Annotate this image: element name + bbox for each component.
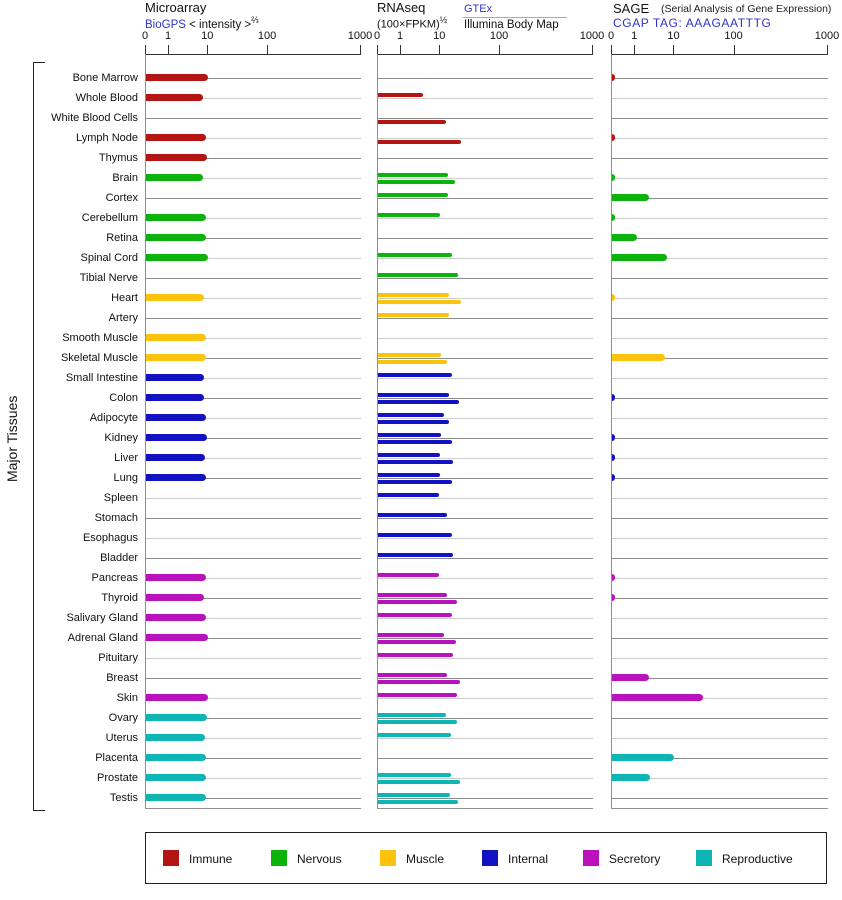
tissue-label-lung: Lung <box>113 472 138 484</box>
row-guide-line <box>612 658 828 659</box>
legend-swatch-reproductive <box>696 850 712 866</box>
row-guide-line <box>612 78 828 79</box>
tissue-label-heart: Heart <box>111 292 138 304</box>
expression-bar-lymph-node <box>612 134 615 141</box>
expression-bar-adrenal-gland <box>378 640 456 644</box>
expression-bar-small-intestine <box>378 373 452 377</box>
row-guide-line <box>378 198 593 199</box>
row-guide-line <box>378 378 593 379</box>
row-guide-line <box>378 398 593 399</box>
axis-tick-label-2-1: 1 <box>631 30 638 42</box>
row-guide-line <box>612 718 828 719</box>
row-guide-line <box>378 638 593 639</box>
axis-line-2 <box>611 54 828 55</box>
legend-label-internal: Internal <box>508 852 549 866</box>
axis-tick-label-2-100: 100 <box>724 30 743 42</box>
tissue-label-prostate: Prostate <box>97 772 138 784</box>
row-guide-line <box>378 778 593 779</box>
tissue-label-kidney: Kidney <box>104 432 138 444</box>
tissue-label-thyroid: Thyroid <box>101 592 138 604</box>
biogps-link[interactable]: BioGPS <box>145 18 186 31</box>
sage-note: (Serial Analysis of Gene Expression) <box>661 3 832 15</box>
row-guide-line <box>378 258 593 259</box>
row-guide-line <box>612 238 828 239</box>
row-guide-line <box>612 298 828 299</box>
row-guide-line <box>612 98 828 99</box>
tissue-label-smooth-muscle: Smooth Muscle <box>62 332 138 344</box>
row-guide-line <box>378 78 593 79</box>
axis-tick-0-100 <box>267 45 268 54</box>
row-guide-line <box>612 578 828 579</box>
expression-bar-salivary-gland <box>378 613 452 617</box>
row-guide-line <box>146 558 361 559</box>
expression-bar-breast <box>378 673 447 677</box>
row-guide-line <box>146 538 361 539</box>
row-guide-line <box>612 638 828 639</box>
expression-bar-colon <box>378 400 459 404</box>
row-guide-line <box>612 538 828 539</box>
axis-tick-label-2-1000: 1000 <box>814 30 840 42</box>
expression-bar-testis <box>378 793 450 797</box>
expression-bar-ovary <box>378 713 446 717</box>
axis-tick-0-1000 <box>360 45 361 54</box>
tissue-label-spleen: Spleen <box>103 492 138 504</box>
expression-bar-heart <box>378 300 461 304</box>
axis-tick-2-1 <box>634 45 635 54</box>
row-guide-line <box>612 798 828 799</box>
axis-tick-2-100 <box>734 45 735 54</box>
tissue-label-brain: Brain <box>112 172 138 184</box>
expression-bar-breast <box>378 680 460 684</box>
expression-bar-colon <box>378 393 449 397</box>
row-guide-line <box>378 438 593 439</box>
expression-bar-artery <box>378 313 449 317</box>
expression-bar-small-intestine <box>146 374 204 381</box>
row-guide-line <box>378 218 593 219</box>
expression-bar-white-blood-cells <box>378 120 446 124</box>
expression-bar-brain <box>378 180 455 184</box>
axis-tick-label-0-10: 10 <box>201 30 214 42</box>
axis-bottom-2 <box>611 808 828 809</box>
legend-label-muscle: Muscle <box>406 852 445 866</box>
expression-bar-adrenal-gland <box>378 633 444 637</box>
row-guide-line <box>378 598 593 599</box>
axis-tick-0-1 <box>168 45 169 54</box>
expression-bar-brain <box>146 174 203 181</box>
expression-bar-heart <box>146 294 204 301</box>
expression-bar-smooth-muscle <box>146 334 206 341</box>
expression-bar-pancreas <box>378 573 439 577</box>
expression-bar-spleen <box>378 493 439 497</box>
row-guide-line <box>612 418 828 419</box>
row-guide-line <box>612 438 828 439</box>
row-guide-line <box>146 118 361 119</box>
expression-bar-adipocyte <box>378 420 449 424</box>
cgap-tag-link[interactable]: CGAP TAG: AAAGAATTTG <box>613 16 772 30</box>
axis-tick-1-1000 <box>592 45 593 54</box>
row-guide-line <box>612 378 828 379</box>
expression-bar-heart <box>378 293 449 297</box>
legend-swatch-nervous <box>271 850 287 866</box>
axis-line-1 <box>377 54 593 55</box>
expression-bar-whole-blood <box>146 94 203 101</box>
expression-bar-retina <box>612 234 637 241</box>
expression-bar-prostate <box>378 773 451 777</box>
legend-label-immune: Immune <box>189 852 233 866</box>
row-guide-line <box>378 278 593 279</box>
microarray-exponent: ⅔ <box>251 15 259 25</box>
legend-label-reproductive: Reproductive <box>722 852 793 866</box>
expression-bar-lung <box>612 474 615 481</box>
expression-bar-stomach <box>378 513 447 517</box>
axis-tick-label-1-10: 10 <box>433 30 446 42</box>
expression-bar-lung <box>378 480 452 484</box>
expression-bar-retina <box>146 234 206 241</box>
rnaseq-title: RNAseq <box>377 0 426 15</box>
expression-bar-skeletal-muscle <box>612 354 665 361</box>
row-guide-line <box>378 118 593 119</box>
row-guide-line <box>378 678 593 679</box>
expression-bar-uterus <box>378 733 451 737</box>
legend-label-nervous: Nervous <box>297 852 342 866</box>
axis-tick-1-0 <box>377 45 378 54</box>
rnaseq-formula: (100×FPKM) <box>377 18 440 31</box>
tissue-label-bone-marrow: Bone Marrow <box>72 72 138 84</box>
expression-bar-lung <box>146 474 206 481</box>
row-guide-line <box>378 558 593 559</box>
expression-bar-cerebellum <box>612 214 615 221</box>
expression-bar-pancreas <box>146 574 206 581</box>
axis-tick-1-100 <box>499 45 500 54</box>
gtex-link[interactable]: GTEx <box>464 3 493 15</box>
row-guide-line <box>612 518 828 519</box>
expression-bar-thyroid <box>146 594 204 601</box>
row-guide-line <box>612 218 828 219</box>
row-guide-line <box>612 138 828 139</box>
expression-bar-cerebellum <box>146 214 206 221</box>
expression-bar-thymus <box>146 154 207 161</box>
row-guide-line <box>378 238 593 239</box>
tissue-label-liver: Liver <box>114 452 138 464</box>
axis-tick-2-10 <box>673 45 674 54</box>
row-guide-line <box>378 318 593 319</box>
rnaseq-exponent: ½ <box>439 15 448 25</box>
row-guide-line <box>146 278 361 279</box>
expression-bar-lung <box>378 473 440 477</box>
axis-tick-2-0 <box>611 45 612 54</box>
row-guide-line <box>612 178 828 179</box>
row-guide-line <box>612 338 828 339</box>
expression-bar-adipocyte <box>146 414 206 421</box>
expression-bar-liver <box>146 454 205 461</box>
expression-bar-liver <box>612 454 615 461</box>
expression-bar-spinal-cord <box>612 254 667 261</box>
microarray-title: Microarray <box>145 0 207 15</box>
tissue-label-placenta: Placenta <box>95 752 138 764</box>
tissue-label-cortex: Cortex <box>105 192 138 204</box>
row-guide-line <box>612 278 828 279</box>
expression-bar-prostate <box>378 780 460 784</box>
row-guide-line <box>612 738 828 739</box>
row-guide-line <box>378 618 593 619</box>
tissue-label-ovary: Ovary <box>108 712 138 724</box>
expression-bar-colon <box>612 394 615 401</box>
expression-bar-adipocyte <box>378 413 444 417</box>
tissue-label-pituitary: Pituitary <box>98 652 138 664</box>
row-guide-line <box>146 658 361 659</box>
axis-tick-label-2-10: 10 <box>667 30 680 42</box>
expression-bar-colon <box>146 394 204 401</box>
illumina-body-map-label: Illumina Body Map <box>464 19 559 31</box>
expression-bar-lymph-node <box>378 140 461 144</box>
row-guide-line <box>378 758 593 759</box>
axis-tick-0-0 <box>145 45 146 54</box>
expression-bar-skin <box>146 694 208 701</box>
major-tissues-label: Major Tissues <box>4 395 20 482</box>
expression-bar-esophagus <box>378 533 452 537</box>
legend-swatch-immune <box>163 850 179 866</box>
tissue-label-uterus: Uterus <box>105 732 138 744</box>
expression-bar-liver <box>378 460 453 464</box>
expression-bar-thyroid <box>612 594 615 601</box>
expression-bar-bladder <box>378 553 453 557</box>
axis-line-0 <box>145 54 361 55</box>
row-guide-line <box>378 298 593 299</box>
legend-swatch-internal <box>482 850 498 866</box>
row-guide-line <box>378 578 593 579</box>
axis-tick-1-10 <box>439 45 440 54</box>
tissue-label-pancreas: Pancreas <box>91 572 138 584</box>
tissue-label-retina: Retina <box>106 232 138 244</box>
expression-bar-skeletal-muscle <box>378 353 441 357</box>
expression-bar-thyroid <box>378 600 457 604</box>
axis-tick-label-1-0: 0 <box>373 30 381 42</box>
row-guide-line <box>612 158 828 159</box>
axis-tick-label-1-100: 100 <box>489 30 509 42</box>
tissue-label-colon: Colon <box>109 392 138 404</box>
sage-title: SAGE <box>613 1 650 16</box>
tissue-label-whole-blood: Whole Blood <box>75 92 138 104</box>
axis-tick-label-0-1000: 1000 <box>347 30 373 42</box>
expression-bar-cerebellum <box>378 213 440 217</box>
legend-swatch-muscle <box>380 850 396 866</box>
row-guide-line <box>378 498 593 499</box>
row-guide-line <box>612 618 828 619</box>
tissue-label-white-blood-cells: White Blood Cells <box>51 112 138 124</box>
row-guide-line <box>612 478 828 479</box>
tissue-label-cerebellum: Cerebellum <box>81 212 138 224</box>
expression-bar-breast <box>612 674 649 681</box>
row-guide-line <box>612 118 828 119</box>
tissue-label-lymph-node: Lymph Node <box>76 132 138 144</box>
expression-bar-skeletal-muscle <box>378 360 447 364</box>
axis-tick-label-0-100: 100 <box>257 30 277 42</box>
row-guide-line <box>378 338 593 339</box>
row-guide-line <box>146 518 361 519</box>
row-guide-line <box>378 658 593 659</box>
expression-bar-kidney <box>378 440 452 444</box>
tissue-label-salivary-gland: Salivary Gland <box>66 612 138 624</box>
tissue-label-adrenal-gland: Adrenal Gland <box>67 632 138 644</box>
row-guide-line <box>612 558 828 559</box>
expression-bar-spinal-cord <box>378 253 452 257</box>
row-guide-line <box>378 518 593 519</box>
row-guide-line <box>378 738 593 739</box>
expression-bar-placenta <box>146 754 206 761</box>
row-guide-line <box>612 498 828 499</box>
row-guide-line <box>378 178 593 179</box>
expression-bar-brain <box>612 174 615 181</box>
expression-bar-testis <box>146 794 206 801</box>
microarray-formula: < intensity > <box>189 18 252 31</box>
expression-bar-prostate <box>612 774 650 781</box>
row-guide-line <box>378 138 593 139</box>
tissue-label-breast: Breast <box>106 672 138 684</box>
expression-bar-skin <box>612 694 703 701</box>
expression-bar-thyroid <box>378 593 447 597</box>
row-guide-line <box>378 158 593 159</box>
tissue-label-spinal-cord: Spinal Cord <box>80 252 138 264</box>
expression-bar-lymph-node <box>146 134 206 141</box>
expression-bar-testis <box>378 800 458 804</box>
expression-bar-salivary-gland <box>146 614 206 621</box>
expression-bar-ovary <box>378 720 457 724</box>
expression-bar-tibial-nerve <box>378 273 458 277</box>
row-guide-line <box>146 318 361 319</box>
tissue-label-bladder: Bladder <box>100 552 138 564</box>
axis-tick-0-10 <box>207 45 208 54</box>
tissue-label-tibial-nerve: Tibial Nerve <box>79 272 138 284</box>
row-guide-line <box>378 538 593 539</box>
row-guide-line <box>378 798 593 799</box>
tissue-label-artery: Artery <box>108 312 138 324</box>
expression-bar-spinal-cord <box>146 254 208 261</box>
expression-bar-brain <box>378 173 448 177</box>
row-guide-line <box>378 98 593 99</box>
row-guide-line <box>378 458 593 459</box>
row-guide-line <box>146 678 361 679</box>
expression-bar-bone-marrow <box>612 74 615 81</box>
row-guide-line <box>612 318 828 319</box>
tissue-label-skeletal-muscle: Skeletal Muscle <box>60 352 138 364</box>
expression-bar-pancreas <box>612 574 615 581</box>
expression-bar-kidney <box>378 433 441 437</box>
legend-label-secretory: Secretory <box>609 852 661 866</box>
axis-tick-label-0-0: 0 <box>141 30 149 42</box>
tissue-label-small-intestine: Small Intestine <box>65 372 138 384</box>
expression-bar-placenta <box>612 754 674 761</box>
expression-bar-whole-blood <box>378 93 423 97</box>
expression-bar-cortex <box>612 194 649 201</box>
expression-bar-bone-marrow <box>146 74 208 81</box>
row-guide-line <box>378 718 593 719</box>
tissue-label-thymus: Thymus <box>98 152 138 164</box>
tissue-label-testis: Testis <box>109 792 138 804</box>
axis-tick-1-1 <box>400 45 401 54</box>
expression-bar-liver <box>378 453 440 457</box>
expression-bar-heart <box>612 294 615 301</box>
row-guide-line <box>146 498 361 499</box>
tissue-label-adipocyte: Adipocyte <box>89 412 138 424</box>
tissue-label-stomach: Stomach <box>94 512 138 524</box>
row-guide-line <box>378 698 593 699</box>
axis-tick-label-0-1: 1 <box>165 30 172 42</box>
row-guide-line <box>612 458 828 459</box>
expression-bar-prostate <box>146 774 206 781</box>
legend-swatch-secretory <box>583 850 599 866</box>
expression-bar-uterus <box>146 734 205 741</box>
expression-bar-pituitary <box>378 653 453 657</box>
axis-tick-2-1000 <box>827 45 828 54</box>
expression-bar-cortex <box>378 193 448 197</box>
category-legend <box>145 832 827 884</box>
axis-tick-label-2-0: 0 <box>607 30 615 42</box>
expression-bar-ovary <box>146 714 207 721</box>
expression-bar-kidney <box>146 434 207 441</box>
row-guide-line <box>146 198 361 199</box>
row-guide-line <box>378 358 593 359</box>
row-guide-line <box>378 478 593 479</box>
axis-bottom-1 <box>377 808 593 809</box>
axis-bottom-0 <box>145 808 361 809</box>
expression-bar-skeletal-muscle <box>146 354 206 361</box>
row-guide-line <box>378 418 593 419</box>
tissue-label-esophagus: Esophagus <box>82 532 138 544</box>
axis-tick-label-1-1000: 1000 <box>579 30 605 42</box>
tissue-label-skin: Skin <box>116 692 138 704</box>
row-guide-line <box>612 398 828 399</box>
axis-tick-label-1-1: 1 <box>397 30 404 42</box>
expression-bar-adrenal-gland <box>146 634 208 641</box>
expression-bar-skin <box>378 693 457 697</box>
row-guide-line <box>612 598 828 599</box>
expression-bar-kidney <box>612 434 615 441</box>
